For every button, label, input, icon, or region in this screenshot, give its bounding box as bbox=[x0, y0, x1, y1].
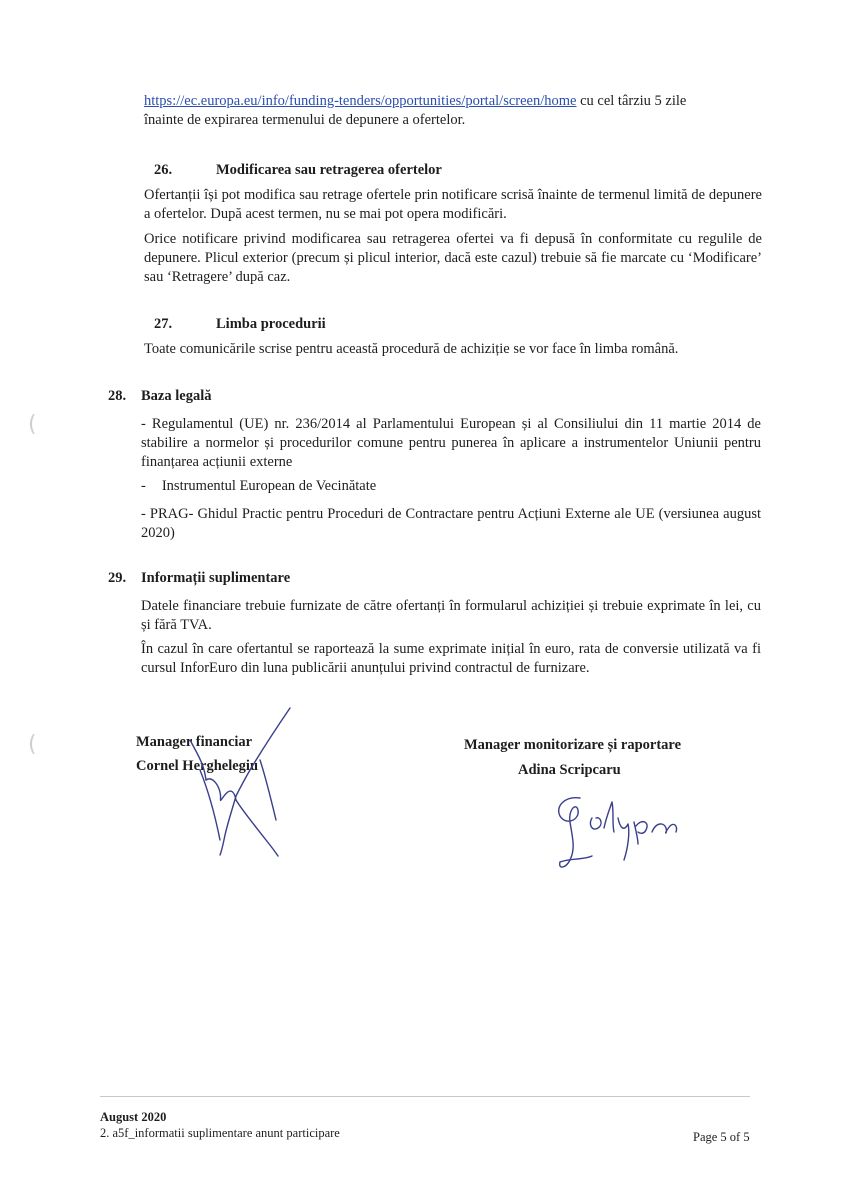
legal-basis-item-2-dash: - bbox=[141, 478, 146, 494]
legal-basis-item-2 bbox=[141, 477, 376, 496]
legal-basis-item-1: - Regulamentul (UE) nr. 236/2014 al Parlamentului European și al Consiliului din 11 martie 2014 de stabilire a normelor și procedurilor comune pentru punerea în aplicare a instrumentelor Uniunii pentru finanțarea acțiunii externe bbox=[141, 416, 761, 470]
left-signatory-name: Cornel Herghelegiu bbox=[136, 758, 259, 774]
legal-basis-item-2-text: Instrumentul European de Vecinătate bbox=[161, 478, 377, 494]
footer-document-name: 2. a5f_informatii suplimentare anunt participare bbox=[100, 1126, 340, 1140]
intro-line-1 bbox=[144, 92, 764, 111]
footer-page-number: Page 5 of 5 bbox=[693, 1130, 750, 1144]
section-29-title: Informații suplimentare bbox=[141, 570, 291, 586]
intro-after-link: cu cel târziu 5 zile bbox=[576, 93, 687, 109]
section-26-title: Modificarea sau retragerea ofertelor bbox=[216, 162, 442, 178]
right-handwritten-signature bbox=[540, 788, 690, 888]
section-26-paragraph-2: Orice notificare privind modificarea sau retragerea ofertei va fi depusă în conformitate cu regulile de depunere. Plicul exterior (precum și plicul interior, dacă este cazul) trebuie să fie marcate cu ‘Modificare’ sau ‘Retragere’ după caz. bbox=[144, 231, 762, 285]
legal-basis-item-3: - PRAG- Ghidul Practic pentru Proceduri de Contractare pentru Acțiuni Externe ale UE (versiunea august 2020) bbox=[141, 506, 761, 541]
margin-mark-1: ( bbox=[28, 412, 37, 437]
margin-mark-2: ( bbox=[28, 732, 37, 757]
intro-block bbox=[144, 92, 764, 130]
section-27-paragraph: Toate comunicările scrise pentru această procedură de achiziție se vor face în limba română. bbox=[144, 341, 679, 357]
section-29-number: 29. bbox=[108, 570, 127, 586]
right-signatory-role: Manager monitorizare și raportare bbox=[464, 737, 682, 753]
right-signatory-name: Adina Scripcaru bbox=[518, 762, 621, 778]
intro-line-2: înainte de expirarea termenului de depunere a ofertelor. bbox=[144, 112, 466, 128]
section-28-number: 28. bbox=[108, 388, 127, 404]
section-29-paragraph-1: Datele financiare trebuie furnizate de către ofertanți în formularul achiziției și trebuie exprimate în lei, cu și fără TVA. bbox=[141, 598, 761, 633]
left-signatory-role: Manager financiar bbox=[136, 734, 253, 750]
footer-date: August 2020 bbox=[100, 1110, 167, 1124]
section-26-paragraph-1: Ofertanții își pot modifica sau retrage ofertele prin notificare scrisă înainte de termenul limită de depunere a ofertelor. După acest termen, nu se mai pot opera modificări. bbox=[144, 187, 762, 222]
section-27-number: 27. bbox=[154, 316, 173, 332]
funding-portal-link[interactable]: https://ec.europa.eu/info/funding-tenders/opportunities/portal/screen/home bbox=[144, 93, 577, 109]
left-handwritten-signature bbox=[170, 700, 320, 860]
section-26-number: 26. bbox=[154, 162, 173, 178]
section-29-paragraph-2: În cazul în care ofertantul se raportează la sume exprimate inițial în euro, rata de conversie utilizată va fi cursul InforEuro din luna publicării anunțului privind contractul de furnizare. bbox=[141, 641, 761, 676]
footer-divider bbox=[100, 1096, 750, 1097]
section-28-title: Baza legală bbox=[141, 388, 212, 404]
section-27-title: Limba procedurii bbox=[216, 316, 326, 332]
